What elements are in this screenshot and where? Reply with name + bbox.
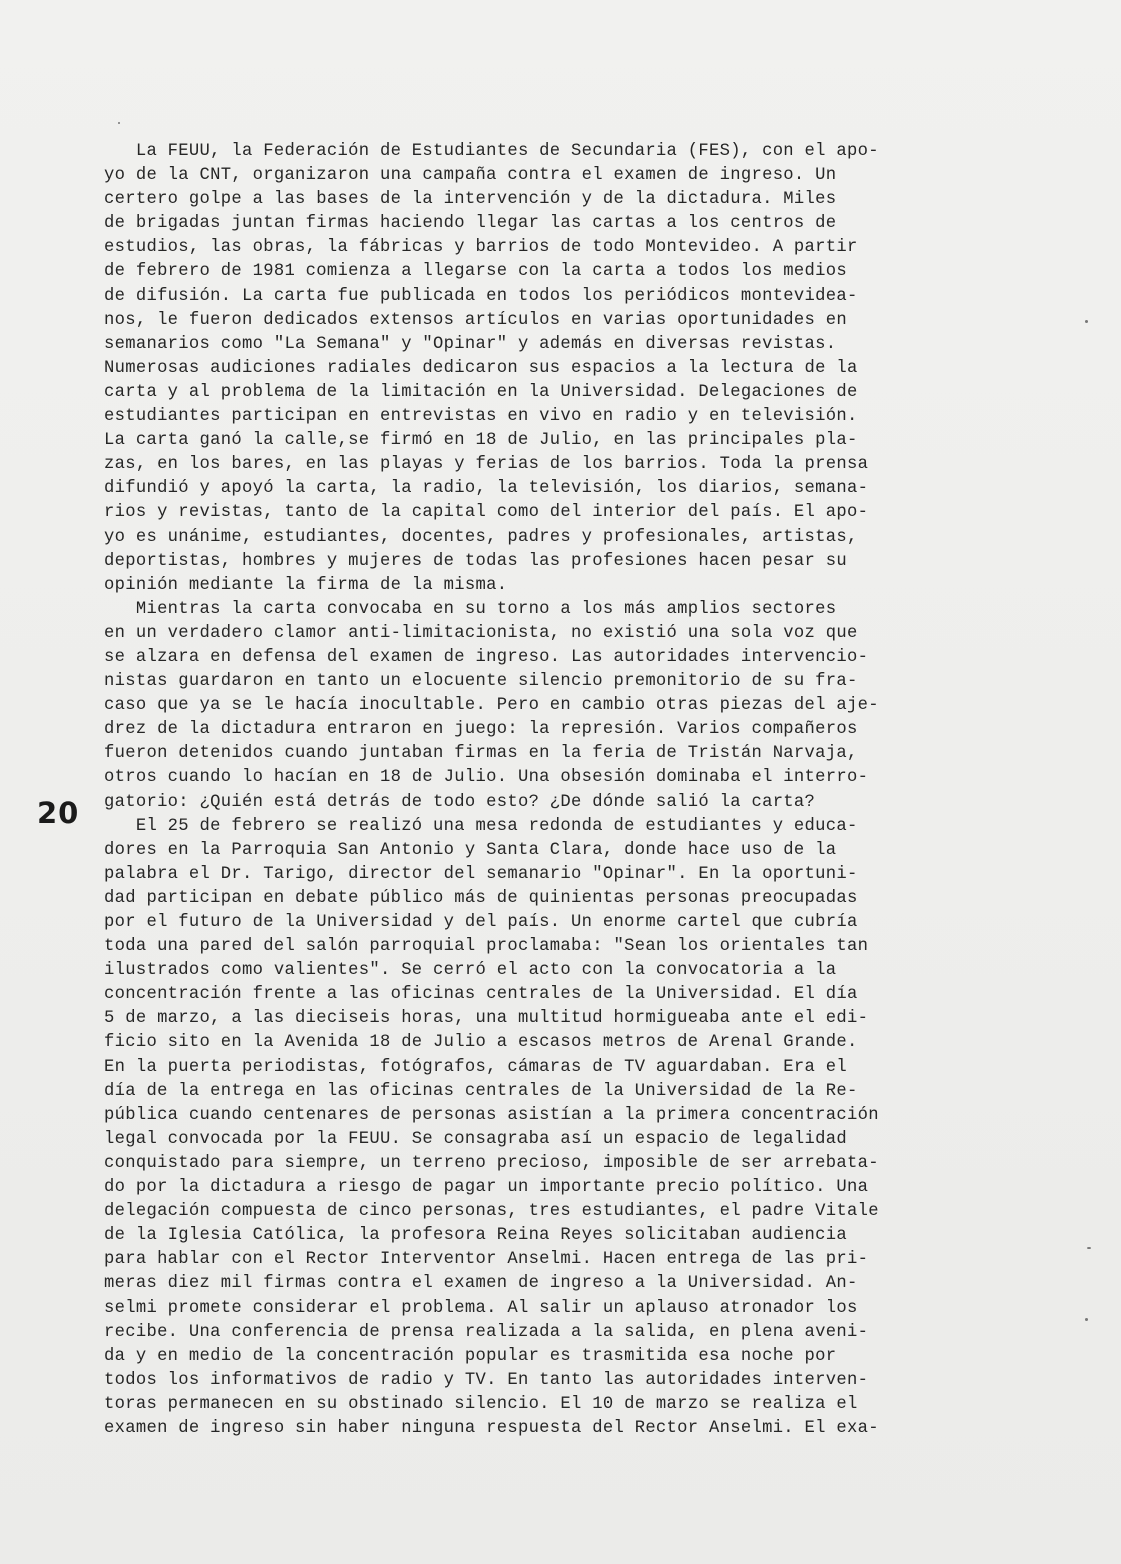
text-line: Numerosas audiciones radiales dedicaron sus espacios a la lectura de la <box>104 358 858 378</box>
text-line: nistas guardaron en tanto un elocuente silencio premonitorio de su fra- <box>104 672 858 692</box>
text-line: toda una pared del salón parroquial proclamaba: "Sean los orientales tan <box>104 937 869 957</box>
page-number: 20 <box>37 796 80 830</box>
text-line: ilustrados como valientes". Se cerró el acto con la convocatoria a la <box>104 961 837 981</box>
text-line: selmi promete considerar el problema. Al salir un aplauso atronador los <box>104 1298 858 1318</box>
text-line: pública cuando centenares de personas asistían a la primera concentración <box>104 1105 879 1125</box>
text-line: nos, le fueron dedicados extensos artículos en varias oportunidades en <box>104 310 847 330</box>
text-line: dad participan en debate público más de quinientas personas preocupadas <box>104 888 858 908</box>
paper-speck <box>118 122 120 124</box>
text-line: semanarios como "La Semana" y "Opinar" y además en diversas revistas. <box>104 334 837 354</box>
text-line: difundió y apoyó la carta, la radio, la televisión, los diarios, semana- <box>104 479 869 499</box>
text-line: certero golpe a las bases de la intervención y de la dictadura. Miles <box>104 190 837 210</box>
text-line: El 25 de febrero se realizó una mesa redonda de estudiantes y educa- <box>104 816 858 836</box>
text-line: dores en la Parroquia San Antonio y Santa Clara, donde hace uso de la <box>104 840 837 860</box>
text-line: toras permanecen en su obstinado silencio. El 10 de marzo se realiza el <box>104 1394 858 1414</box>
text-line: todos los informativos de radio y TV. En tanto las autoridades interven- <box>104 1370 869 1390</box>
paper-speck <box>1085 320 1088 323</box>
text-line: se alzara en defensa del examen de ingreso. Las autoridades intervencio- <box>104 647 869 667</box>
text-line: estudios, las obras, la fábricas y barrios de todo Montevideo. A partir <box>104 238 858 258</box>
text-line: carta y al problema de la limitación en la Universidad. Delegaciones de <box>104 382 858 402</box>
text-line: palabra el Dr. Tarigo, director del semanario "Opinar". En la oportuni- <box>104 864 858 884</box>
text-line: gatorio: ¿Quién está detrás de todo esto? ¿De dónde salió la carta? <box>104 792 816 812</box>
text-line: conquistado para siempre, un terreno precioso, imposible de ser arrebata- <box>104 1153 879 1173</box>
text-line: estudiantes participan en entrevistas en vivo en radio y en televisión. <box>104 407 858 427</box>
text-line: recibe. Una conferencia de prensa realizada a la salida, en plena aveni- <box>104 1322 869 1342</box>
text-line: de febrero de 1981 comienza a llegarse con la carta a todos los medios <box>104 262 847 282</box>
text-line: deportistas, hombres y mujeres de todas las profesiones hacen pesar su <box>104 551 847 571</box>
text-line: da y en medio de la concentración popular es trasmitida esa noche por <box>104 1346 837 1366</box>
text-line: en un verdadero clamor anti-limitacionista, no existió una sola voz que <box>104 623 858 643</box>
text-line: por el futuro de la Universidad y del país. Un enorme cartel que cubría <box>104 913 858 932</box>
text-line: meras diez mil firmas contra el examen de ingreso a la Universidad. An- <box>104 1274 858 1294</box>
text-line: yo es unánime, estudiantes, docentes, padres y profesionales, artistas, <box>104 527 858 547</box>
text-line: La carta ganó la calle,se firmó en 18 de Julio, en las principales pla- <box>104 431 858 451</box>
text-line: otros cuando lo hacían en 18 de Julio. Una obsesión dominaba el interro- <box>104 768 869 788</box>
text-line: rios y revistas, tanto de la capital como del interior del país. El apo- <box>104 503 869 523</box>
paper-speck <box>1085 1318 1088 1321</box>
text-line: caso que ya se le hacía inocultable. Pero en cambio otras piezas del aje- <box>104 696 879 716</box>
text-line: opinión mediante la firma de la misma. <box>104 575 508 595</box>
text-line: examen de ingreso sin haber ninguna respuesta del Rector Anselmi. El exa- <box>104 1418 879 1438</box>
text-line: La FEUU, la Federación de Estudiantes de Secundaria (FES), con el apo- <box>104 142 879 161</box>
text-line: de difusión. La carta fue publicada en todos los periódicos montevidea- <box>104 286 858 306</box>
text-line: para hablar con el Rector Interventor Anselmi. Hacen entrega de las pri- <box>104 1250 869 1270</box>
text-line: de la Iglesia Católica, la profesora Reina Reyes solicitaban audiencia <box>104 1226 847 1246</box>
text-line: En la puerta periodistas, fotógrafos, cámaras de TV aguardaban. Era el <box>104 1057 847 1077</box>
body-text <box>104 140 984 1441</box>
text-line: legal convocada por la FEUU. Se consagraba así un espacio de legalidad <box>104 1129 847 1149</box>
text-line: zas, en los bares, en las playas y ferias de los barrios. Toda la prensa <box>104 455 869 475</box>
text-line: delegación compuesta de cinco personas, tres estudiantes, el padre Vitale <box>104 1202 879 1222</box>
paper-speck <box>1087 1247 1091 1249</box>
text-line: fueron detenidos cuando juntaban firmas en la feria de Tristán Narvaja, <box>104 744 858 764</box>
text-line: concentración frente a las oficinas centrales de la Universidad. El día <box>104 985 858 1005</box>
text-line: de brigadas juntan firmas haciendo llegar las cartas a los centros de <box>104 214 837 234</box>
text-line: yo de la CNT, organizaron una campaña contra el examen de ingreso. Un <box>104 166 837 186</box>
text-line: día de la entrega en las oficinas centrales de la Universidad de la Re- <box>104 1081 858 1101</box>
text-line: 5 de marzo, a las dieciseis horas, una multitud hormigueaba ante el edi- <box>104 1009 869 1029</box>
text-line: drez de la dictadura entraron en juego: la represión. Varios compañeros <box>104 720 858 740</box>
text-line: Mientras la carta convocaba en su torno a los más amplios sectores <box>104 599 837 619</box>
text-line: ficio sito en la Avenida 18 de Julio a escasos metros de Arenal Grande. <box>104 1033 858 1053</box>
text-line: do por la dictadura a riesgo de pagar un importante precio político. Una <box>104 1178 869 1198</box>
